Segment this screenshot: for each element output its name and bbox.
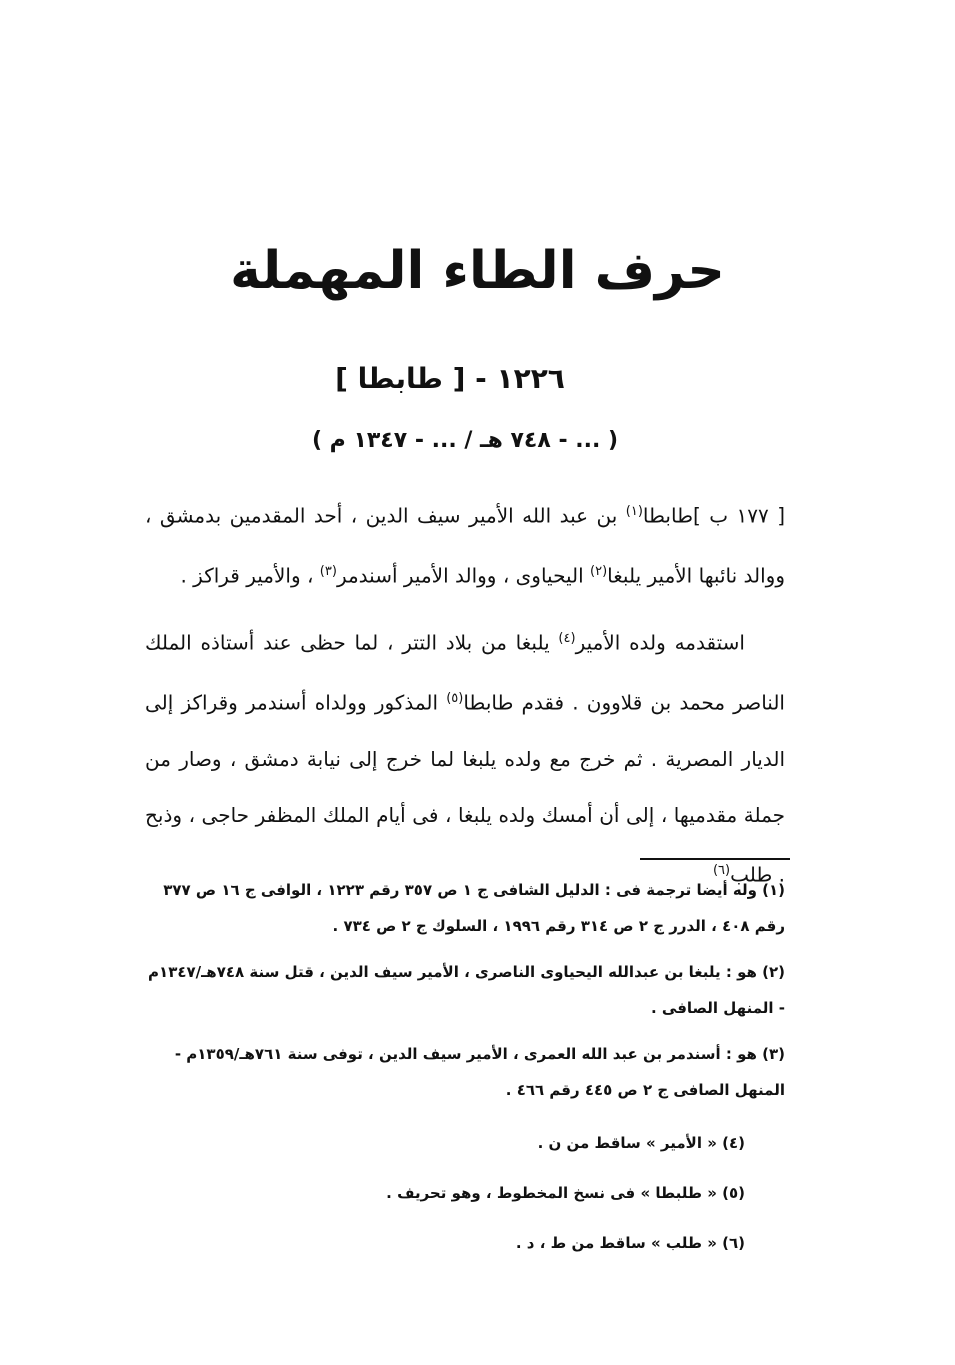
text-segment: اليحياوى ، ووالد الأمير أسندمر (336, 563, 591, 588)
footnote-6: (٦) « طلب » ساقط من ط ، د . (515, 1234, 745, 1252)
footnote-ref-3: (٣) (319, 563, 337, 579)
chapter-title: حرف الطاء المهملة (230, 241, 725, 301)
footnotes (145, 872, 785, 1268)
footnote-3: (٣) هو : أسندمر بن عبد الله العمرى ، الأمير سيف الدين ، توفى سنة ٧٦١هـ/١٣٥٩م - المنهل الصافى ج ٢ ص ٤٤٥ رقم ٤٦٦ . (174, 1045, 785, 1099)
entry-dates: ( ... - ٧٤٨ هـ / ... - ١٣٤٧ م ) (311, 428, 619, 453)
footnote-1: (١) وله أيضا ترجمة فى : الدليل الشافى ج ١ ص ٣٥٧ رقم ١٢٢٣ ، الوافى ج ١٦ ص ٣٧٧ رقم ٤٠٨ ، الدرر ج ٢ ص ٣١٤ رقم ١٩٩٦ ، السلوك ج ٢ ص ٧٣٤ . (163, 881, 785, 935)
main-text (145, 484, 785, 902)
footnote-5: (٥) « طلبطا » فى نسخ المخطوط ، وهو تحريف . (386, 1184, 745, 1202)
text-segment: المذكور وولداه أسندمر وقراكز إلى الديار المصرية . ثم خرج مع ولده يلبغا لما خرج إلى نيابة دمشق ، وصار من جملة مقدميها ، إلى أن أمسك ولده يلبغا ، فى أيام الملك المظفر حاجى ، وذبح . طلب (145, 690, 785, 887)
footnote-divider (640, 858, 790, 860)
footnote-ref-4: (٤) (558, 631, 576, 647)
footnote-ref-1: (١) (625, 504, 643, 519)
footnote-ref-5: (٥) (446, 690, 464, 706)
text-segment: يلبغا من بلاد التتر ، لما حظى عند أستاذه الملك الناصر محمد بن قلاوون . فقدم طابطا (145, 630, 785, 715)
text-segment: بن عبد الله الأمير سيف الدين ، أحد المقدمين بدمشق ، ووالد نائبها الأمير يلبغا (145, 503, 785, 588)
footnote-4: (٤) « الأمير » ساقط من ن . (537, 1134, 745, 1152)
paragraph-1 (145, 484, 785, 603)
text-segment: استقدمه ولده الأمير (575, 630, 745, 655)
text-segment: ، والأمير قراكز . (180, 563, 320, 588)
footnote-ref-2: (٢) (590, 563, 608, 579)
footnote-ref-6: (٦) (712, 862, 731, 878)
text-segment: [ ١٧٧ ب ]طابطا (642, 503, 785, 528)
entry-heading: ١٢٢٦ - [ طابطا ] (335, 362, 565, 395)
footnote-2: (٢) هو : يلبغا بن عبدالله اليحياوى الناصرى ، الأمير سيف الدين ، قتل سنة ٧٤٨هـ/١٣٤٧م - المنهل الصافى . (148, 963, 785, 1017)
